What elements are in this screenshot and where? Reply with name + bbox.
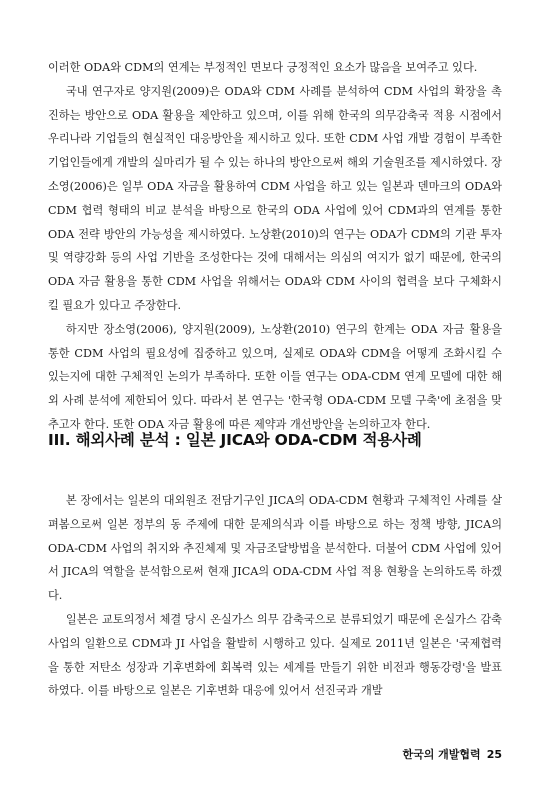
footer-title: 한국의 개발협력	[402, 748, 481, 761]
paragraph-chapter-overview: 본 장에서는 일본의 대외원조 전담기구인 JICA의 ODA-CDM 현황과 구체적인 사례를 살펴봄으로써 일본 정부의 동 주제에 대한 문제의식과 이를 바탕으로 하는 정책 방향, JICA의 ODA-CDM 사업의 취지와 추진체제 및 자금조달방법을 분석한다. 더불어 CDM 사업에 있어서 JICA의 역할을 분석함으로써 현재 JICA의 ODA-CDM 사업 적용 현황을 논의하도록 하겠다.	[48, 494, 502, 603]
paragraph-research-limits: 하지만 장소영(2006), 양지원(2009), 노상환(2010) 연구의 한계는 ODA 자금 활용을 통한 CDM 사업의 필요성에 집중하고 있으며, 실제로 ODA와 CDM을 어떻게 조화시킬 수 있는지에 대한 구체적인 논의가 부족하다. 또한 이들 연구는 ODA-CDM 연계 모델에 대한 해외 사례 분석에 제한되어 있다. 따라서 본 연구는 '한국형 ODA-CDM 모델 구축'에 초점을 맞추고자 한다. 또한 ODA 자금 활용에 따른 제약과 개선방안을 논의하고자 한다.	[48, 322, 502, 431]
page-number: 25	[486, 748, 502, 761]
intro-text-block	[48, 56, 502, 437]
paragraph-domestic-research: 국내 연구자로 양지원(2009)은 ODA와 CDM 사례를 분석하여 CDM 사업의 확장을 촉진하는 방안으로 ODA 활용을 제안하고 있으며, 이를 위해 한국의 의무감축국 적용 시점에서 우리나라 기업들의 현실적인 대응방안을 제시하고 있다. 또한 CDM 사업 개발 경험이 부족한 기업인들에게 개발의 실마리가 될 수 있는 하나의 방안으로써 해외 기술원조를 제시하였다. 장소영(2006)은 일부 ODA 자금을 활용하여 CDM 사업을 하고 있는 일본과 덴마크의 ODA와 CDM 협력 형태의 비교 분석을 바탕으로 한국의 ODA 사업에 있어 CDM과의 연계를 통한 ODA 전략 방안의 가능성을 제시하였다. 노상환(2010)의 연구는 ODA가 CDM의 기관 투자 및 역량강화 등의 사업 기반을 조성한다는 것에 대해서는 의심의 여지가 없기 때문에, 한국의 ODA 자금 활용을 통한 CDM 사업을 위해서는 ODA와 CDM 사이의 협력을 보다 구체화시킬 필요가 있다고 주장한다.	[48, 84, 502, 312]
section-text-block	[48, 489, 502, 703]
paragraph-japan-kyoto: 일본은 교토의정서 체결 당시 온실가스 의무 감축국으로 분류되었기 때문에 온실가스 감축사업의 일환으로 CDM과 JI 사업을 활발히 시행하고 있다. 실제로 2011년 일본은 '국제협력을 통한 저탄소 성장과 기후변화에 회복력 있는 세계를 만들기 위한 비전과 행동강령'을 발표하였다. 이를 바탕으로 일본은 기후변화 대응에 있어서 선진국과 개발	[48, 612, 502, 698]
page-footer	[402, 746, 502, 762]
paragraph-continuation: 이러한 ODA와 CDM의 연계는 부정적인 면보다 긍정적인 요소가 많음을 보여주고 있다.	[48, 61, 478, 74]
section-heading: III. 해외사례 분석 : 일본 JICA와 ODA-CDM 적용사례	[48, 431, 422, 449]
